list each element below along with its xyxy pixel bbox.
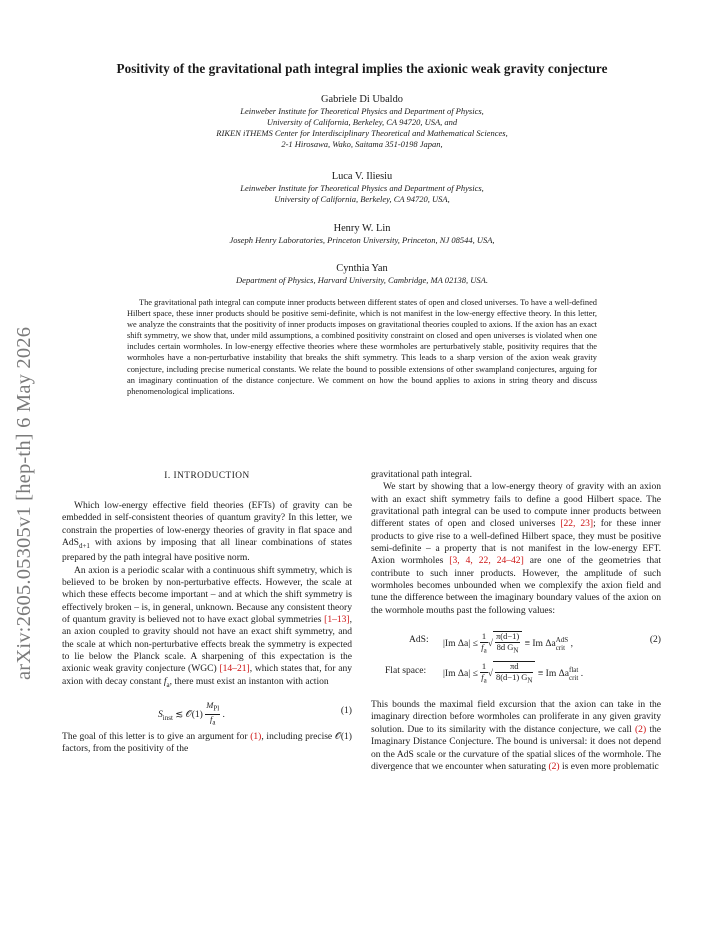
text-run: Which low-energy effective field theories (EFTs) of gravity can be embedded in self-consistent theories of quantum gravity? In this letter, we constrain the properties of low-energy theories of gravity in flat space and AdS	[62, 500, 352, 549]
superscript: flat	[569, 665, 579, 674]
subscript: Pl	[213, 704, 220, 713]
sqrt-radicand	[493, 661, 536, 686]
text-run: , there must exist an instanton with action	[169, 675, 329, 687]
citation-link[interactable]: [22, 23]	[560, 518, 594, 530]
sqrt-sign: √	[487, 668, 493, 680]
author-name: Henry W. Lin	[333, 223, 391, 234]
math-expression: 8d G	[496, 641, 514, 652]
citation-link[interactable]: [1–13]	[324, 614, 350, 625]
equation-1	[62, 691, 352, 731]
author-name: Gabriele Di Ubaldo	[321, 94, 403, 105]
right-column	[371, 469, 661, 773]
denominator	[495, 673, 534, 686]
affiliation-line: Leinweber Institute for Theoretical Physics and Department of Physics,	[240, 106, 484, 116]
affiliation-line: University of California, Berkeley, CA 94720, USA, and	[266, 117, 458, 127]
author-block-1	[80, 93, 644, 150]
affiliation-line: RIKEN iTHEMS Center for Interdisciplinary Theoretical and Mathematical Sciences,	[216, 128, 508, 138]
equation-row-flat	[371, 659, 661, 687]
equation-body	[443, 661, 583, 686]
paragraph	[62, 565, 352, 691]
paper-title: Positivity of the gravitational path integral implies the axionic weak gravity conjecture	[116, 61, 608, 76]
paragraph	[62, 731, 352, 756]
text-run: ; for these inner products to give rise to a well-defined Hilbert space, they must be positive semi-definite – a property that is not manifest in the low-energy EFT. Axion wormholes	[371, 518, 661, 567]
math-symbol: S	[158, 708, 163, 720]
math-punctuation: ,	[568, 638, 573, 650]
subscript: a	[483, 676, 487, 685]
author-block-4	[80, 262, 644, 286]
subscript: N	[513, 646, 519, 655]
superscript: AdS	[555, 635, 569, 644]
math-symbol: f	[163, 675, 167, 687]
equation-row-ads	[371, 631, 661, 653]
text-run: We start by showing that a low-energy theory of gravity with an axion with an exact shift symmetry fails to define a good Hilbert space. The gravitational path integral can be used to compute inner products between different states of open and closed universes	[371, 481, 661, 530]
numerator: πd	[495, 662, 534, 673]
equation-link[interactable]: (1)	[250, 730, 262, 742]
fraction	[480, 662, 487, 686]
fraction	[480, 632, 487, 656]
paragraph: gravitational path integral.	[371, 469, 473, 480]
math-symbol: f	[209, 714, 213, 725]
math-expression: ≡ Im Δa	[522, 638, 556, 650]
paragraph	[371, 481, 661, 617]
author-name: Luca V. Iliesiu	[331, 171, 393, 182]
math-relation: ≲ 𝒪(1)	[172, 708, 206, 720]
sqrt-radicand	[493, 631, 522, 656]
denominator	[205, 715, 220, 728]
math-symbol: M	[206, 699, 214, 710]
fraction	[205, 701, 220, 728]
equation-2	[371, 617, 661, 659]
supsub	[556, 636, 568, 652]
equation-number: (1)	[340, 704, 352, 716]
denominator	[480, 673, 487, 686]
text-run: , which states that, for any axion with decay constant	[62, 663, 353, 687]
affiliation-line: Joseph Henry Laboratories, Princeton University, Princeton, NJ 08544, USA,	[229, 235, 495, 245]
author-name: Cynthia Yan	[336, 263, 388, 274]
math-expression: 8(d−1) G	[495, 671, 528, 682]
affiliation-line: 2-1 Hirosawa, Wako, Saitama 351-0198 Japan,	[281, 139, 443, 149]
text-run: The goal of this letter is to give an argument for	[62, 730, 251, 742]
citation-link[interactable]: [3, 4, 22, 24–42]	[449, 555, 524, 567]
text-run: , including precise 𝒪(1) factors, from the positivity of the	[62, 730, 352, 755]
author-block-3	[80, 222, 644, 246]
subscript: a	[483, 646, 487, 655]
math-expression: |Im Δa| ≤	[443, 638, 481, 650]
equation-label: AdS:	[409, 634, 429, 646]
math-expression: |Im Δa| ≤	[443, 668, 481, 680]
text-run: with axions by imposing that all linear combinations of states prepared by the path integral have positive norm.	[62, 537, 352, 564]
paragraph	[62, 500, 352, 565]
text-run: the Imaginary Distance Conjecture. The bound is universal: it does not depend on the AdS scale or the curvature of the spatial slices of the wormhole. The divergence that we encounter when saturating	[371, 723, 661, 772]
subscript: crit	[555, 643, 566, 652]
affiliation-line: University of California, Berkeley, CA 94720, USA,	[274, 194, 450, 204]
author-block-2	[80, 170, 644, 205]
text-run: is even more problematic	[559, 760, 659, 772]
denominator	[480, 643, 487, 656]
affiliation-line: Department of Physics, Harvard University, Cambridge, MA 02138, USA.	[236, 275, 488, 285]
equation-link[interactable]: (2)	[635, 723, 647, 735]
math-punctuation: .	[220, 708, 225, 720]
numerator: π(d−1)	[495, 631, 520, 642]
sqrt-sign: √	[487, 638, 493, 650]
denominator	[495, 643, 520, 656]
equation-label: Flat space:	[385, 665, 427, 677]
numerator: 1	[481, 631, 487, 642]
text-run: An axion is a periodic scalar with a continuous shift symmetry, which is believed to be broken by non-perturbative effects. However, the scale at which these effects become important – and at which the shift symmetry is effectively broken – is, in general, unknown. Because any consistent theory of quantum gravity is believed not to have exact global symmetries	[62, 564, 352, 625]
subscript: a	[166, 680, 170, 689]
math-expression: ≡ Im Δa	[535, 668, 570, 680]
math-punctuation: .	[578, 668, 584, 680]
subscript: inst	[162, 713, 173, 722]
fraction	[495, 632, 520, 656]
equation-number: (2)	[649, 634, 661, 646]
math-symbol: f	[481, 641, 484, 652]
text-run: , an axion coupled to gravity should not have an exact shift symmetry, and the scale at which non-perturbative effects break the symmetry is expected to lie below the Planck scale. A sharpening of this expectation is the axionic weak gravity conjecture (WGC)	[62, 614, 352, 675]
numerator	[205, 701, 220, 715]
abstract: The gravitational path integral can compute inner products between different states of open and closed universes. To have a well-defined Hilbert space, these inner products should be positive semi-definite, which is not manifest in the low-energy effective theory. In this letter, we analyze the constraints that the positivity of inner products imposes on gravitational theories coupled to axions. If the axion has an exact shift symmetry, we show that, under mild assumptions, a combined positivity constraint on closed and open universes is violated when one includes certain wormholes. In low-energy effective theories where these wormholes are perturbatively stable, positivity requires that the wormholes have a non-perturbative instability that breaks the shift symmetry. This leads to a sharp version of the axion weak gravity conjecture, including precise numerical constants. We relate the bound to possible extensions of other swampland conjectures, arguing for an imaginary continuation of the distance conjecture. We comment on how the bound applies to axions in string theory and discuss phenomenological implications.	[127, 298, 597, 396]
math-symbol: f	[481, 671, 484, 682]
subscript: a	[212, 718, 216, 727]
supsub	[569, 666, 578, 682]
citation-link[interactable]: [14–21]	[219, 663, 250, 675]
paragraph	[371, 699, 661, 773]
arxiv-identifier: arXiv:2605.05305v1 [hep-th] 6 May 2026	[13, 326, 35, 680]
left-column	[62, 470, 352, 756]
subscript: N	[527, 676, 533, 685]
subscript: crit	[569, 673, 579, 682]
equation-link[interactable]: (2)	[548, 760, 560, 772]
spacer	[371, 687, 661, 699]
equation-body	[158, 701, 225, 728]
fraction	[495, 662, 534, 686]
text-run: are one of the geometries that contribute to such inner products. However, the amplitude of such wormholes becomes unbounded when we complexify the axion field and tune the difference between the imaginary boundary values of the axion on the wormhole mouths past the following values:	[371, 555, 661, 616]
subscript: d+1	[78, 541, 90, 550]
affiliation-line: Leinweber Institute for Theoretical Physics and Department of Physics,	[240, 183, 484, 193]
numerator: 1	[481, 661, 487, 672]
text-run: This bounds the maximal field excursion that the axion can take in the imaginary direction before wormholes can proliferate in any given gravity solution. Due to its similarity with the distance conjecture, we call	[371, 699, 661, 735]
equation-body	[443, 631, 573, 656]
section-heading: I. INTRODUCTION	[164, 471, 250, 481]
